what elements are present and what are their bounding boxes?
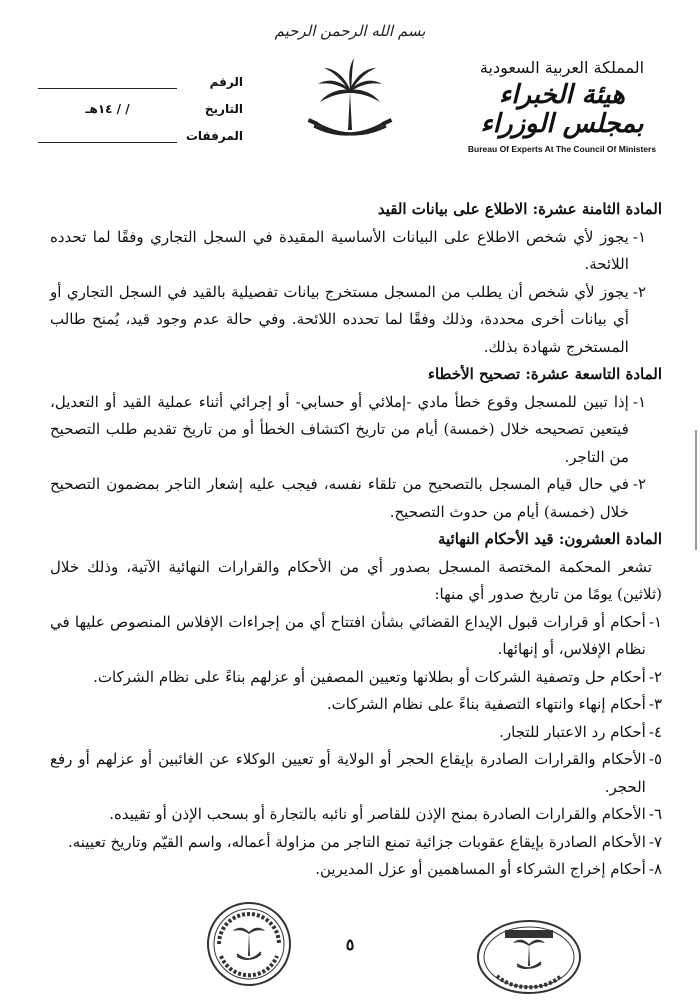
page-number: ٥	[345, 935, 355, 954]
attachments-label: المرفقات	[185, 129, 243, 143]
date-row	[38, 89, 243, 116]
list-item	[50, 829, 662, 857]
item-number: ١-	[648, 612, 662, 631]
clause-text: في حال قيام المسجل بالتصحيح من تلقاء نفسه، فيجب عليه إشعار التاجر بمضمون التصحيح خلال (خمسة) أيام من حدوث التصحيح.	[50, 475, 629, 521]
item-text: الأحكام الصادرة بإيقاع عقوبات جزائية تمنع التاجر من مزاولة أعماله، واسم القيّم وتاريخ تعيينه.	[67, 832, 646, 851]
clause-text: يجوز لأي شخص الاطلاع على البيانات الأساسية المقيدة في السجل التجاري وفقًا لما تحدده اللائحة.	[50, 227, 629, 273]
org-kingdom: المملكة العربية السعودية	[479, 58, 645, 77]
item-number: ٥-	[648, 750, 662, 768]
article-intro: تشعر المحكمة المختصة المسجل بصدور أي من الأحكام والقرارات النهائية الآتية، وذلك خلال (ثلاثين) يومًا من تاريخ صدور أي منها:	[50, 557, 662, 603]
article-clause	[50, 471, 662, 526]
clause-text: يجوز لأي شخص أن يطلب من المسجل مستخرج بيانات تفصيلية بالقيد في السجل التجاري أو أي بيانات أخرى محددة، وذلك وفقًا لما تحدده اللائحة. وفي حالة عدم وجود قيد، يُمنح طالب المستخرج شهادة بذلك.	[50, 282, 629, 356]
official-seal-stamp-icon	[205, 900, 293, 988]
list-item	[50, 664, 662, 692]
item-number: ٢-	[648, 667, 662, 686]
item-number: ٣-	[648, 695, 662, 713]
basmala: بسم الله الرحمن الرحيم	[274, 22, 426, 40]
number-line	[38, 76, 177, 89]
item-text: أحكام حل وتصفية الشركات أو بطلانها وتعيين المصفين أو عزلهم بناءً على نظام الشركات.	[93, 667, 646, 686]
list-item	[50, 746, 662, 801]
article-clause	[50, 389, 662, 472]
item-text: أحكام رد الاعتبار للتجار.	[499, 722, 646, 741]
item-text: أحكام إخراج الشركاء أو المساهمين أو عزل المديرين.	[315, 860, 646, 878]
item-text: الأحكام والقرارات الصادرة بإيقاع الحجر أو الولاية أو تعيين الوكلاء عن الغائبين أو عزلهم أو رفع الحجر.	[50, 750, 646, 796]
item-number: ٨-	[648, 860, 662, 878]
item-number: ٦-	[648, 805, 662, 823]
organization-block	[462, 58, 662, 154]
palm-and-swords-emblem-icon	[300, 52, 400, 147]
item-number: ٤-	[648, 722, 662, 741]
list-item	[50, 609, 662, 664]
article-title: المادة الثامنة عشرة: الاطلاع على بيانات القيد	[377, 200, 662, 218]
list-item	[50, 856, 662, 884]
clause-text: إذا تبين للمسجل وقوع خطأ مادي -إملائي أو حسابي- أو إجرائي أثناء عملية القيد أو التعديل، فيتعين تصحيحه خلال (خمسة) أيام من تاريخ اكتشاف الخطأ أو من تاريخ تقديم طلب التصحيح من التاجر.	[50, 392, 629, 466]
item-text: الأحكام والقرارات الصادرة بمنح الإذن للقاصر أو نائبه بالتجارة أو بسحب الإذن أو تقييده.	[109, 805, 646, 823]
attachments-line	[38, 130, 177, 143]
official-seal-stamp-icon	[475, 918, 583, 996]
date-value: / / ١٤هـ	[85, 102, 130, 116]
reference-block	[38, 62, 243, 143]
list-item	[50, 691, 662, 719]
item-text: أحكام أو قرارات قبول الإيداع القضائي بشأن افتتاح أي من إجراءات الإفلاس المنصوص عليها في نظام الإفلاس، أو إنهائها.	[50, 612, 646, 658]
org-bureau: هيئة الخبراء بمجلس الوزراء	[480, 80, 644, 139]
document-body	[50, 196, 662, 884]
clause-number: ١-	[632, 227, 646, 246]
number-row	[38, 62, 243, 89]
article-clause	[50, 224, 662, 279]
article-clause	[50, 279, 662, 362]
item-text: أحكام إنهاء وانتهاء التصفية بناءً على نظام الشركات.	[326, 695, 646, 713]
clause-number: ٢-	[632, 282, 646, 301]
clause-number: ١-	[632, 392, 646, 411]
clause-number: ٢-	[632, 475, 646, 493]
article-title: المادة العشرون: قيد الأحكام النهائية	[437, 530, 662, 548]
scan-edge-mark	[695, 430, 697, 550]
article-title: المادة التاسعة عشرة: تصحيح الأخطاء	[427, 365, 662, 383]
list-item	[50, 801, 662, 829]
attachments-row	[38, 116, 243, 143]
number-label: الرقم	[209, 75, 243, 89]
date-label: التاريخ	[204, 102, 243, 116]
list-item	[50, 719, 662, 747]
item-number: ٧-	[648, 832, 662, 851]
org-english-name: Bureau Of Experts At The Council Of Ministers	[467, 144, 657, 155]
